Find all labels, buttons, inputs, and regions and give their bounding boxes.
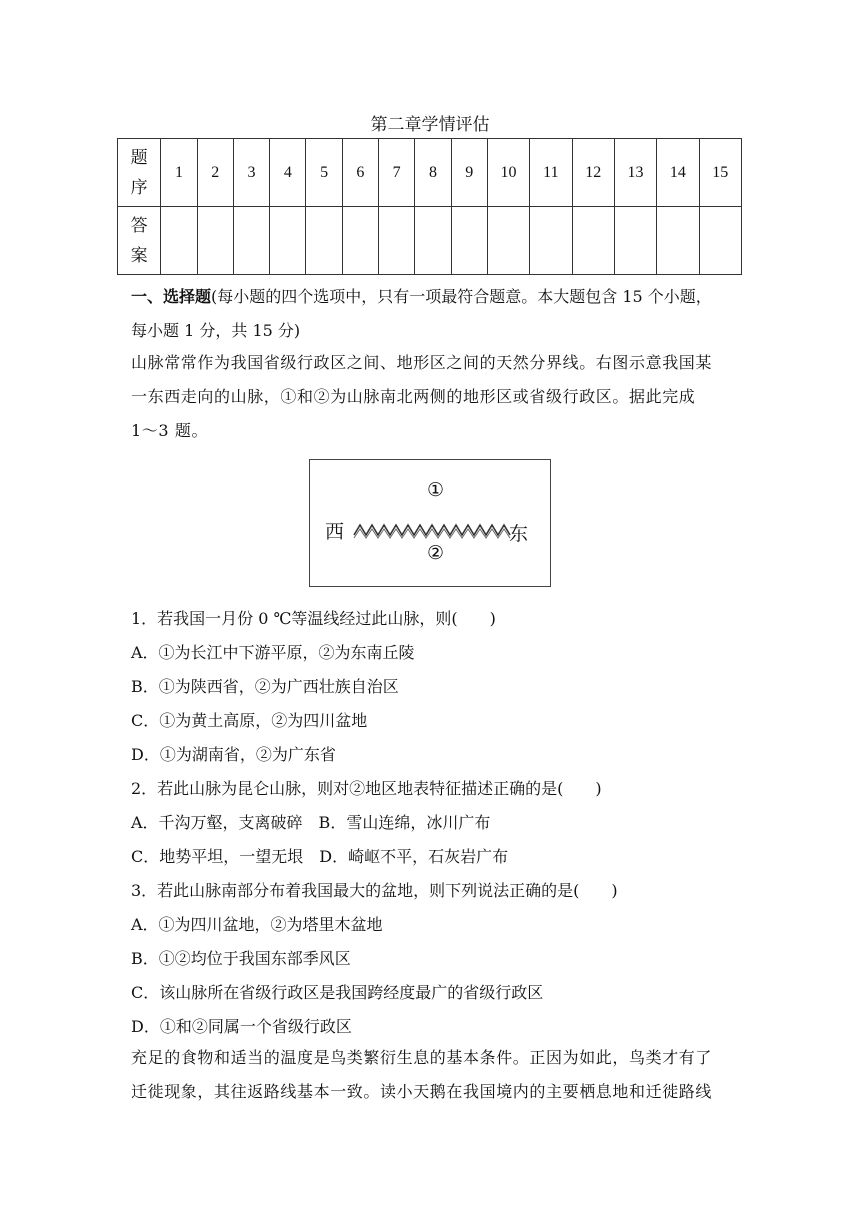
question-number-cell: 3: [233, 139, 269, 207]
question-number-cell: 13: [614, 139, 656, 207]
question-number-cell: 5: [306, 139, 342, 207]
label-region-2: ②: [427, 542, 445, 564]
question-number-cell: 10: [487, 139, 529, 207]
questions: [131, 602, 731, 1044]
passage-line: 山脉常常作为我国省级行政区之间、地形区之间的天然分界线。右图示意我国某: [131, 353, 713, 372]
question-stem: 3．若此山脉南部分布着我国最大的盆地，则下列说法正确的是( ): [131, 881, 618, 900]
answer-cell[interactable]: [197, 207, 233, 275]
answer-option[interactable]: B．①为陕西省，②为广西壮族自治区: [131, 677, 399, 696]
answer-cell[interactable]: [572, 207, 614, 275]
question-number-cell: 14: [657, 139, 699, 207]
question-number-cell: 7: [379, 139, 415, 207]
mountain-diagram: [309, 459, 551, 587]
answer-cell[interactable]: [270, 207, 306, 275]
question-number-cell: 2: [197, 139, 233, 207]
passage-line: 迁徙现象，其往返路线基本一致。读小天鹅在我国境内的主要栖息地和迁徙路线: [131, 1082, 713, 1101]
question-stem: 2．若此山脉为昆仑山脉，则对②地区地表特征描述正确的是( ): [131, 779, 602, 798]
answer-cell[interactable]: [379, 207, 415, 275]
label-region-1: ①: [427, 479, 445, 501]
answer-option[interactable]: A．千沟万壑，支离破碎 B．雪山连绵，冰川广布: [131, 813, 491, 832]
question-number-cell: 6: [342, 139, 378, 207]
answer-cell[interactable]: [342, 207, 378, 275]
answer-option[interactable]: C．该山脉所在省级行政区是我国跨经度最广的省级行政区: [131, 983, 544, 1002]
answer-option[interactable]: A．①为长江中下游平原，②为东南丘陵: [131, 643, 415, 662]
answer-row: [118, 207, 742, 275]
answer-cell[interactable]: [306, 207, 342, 275]
question-number-cell: 12: [572, 139, 614, 207]
answer-option[interactable]: C．地势平坦，一望无垠 D．崎岖不平，石灰岩广布: [131, 847, 509, 866]
page-title: 第二章学情评估: [370, 115, 490, 135]
section-instruction: (每小题的四个选项中，只有一项最符合题意。本大题包含 15 个小题，: [211, 287, 712, 306]
section-heading-line: [131, 280, 731, 314]
answer-cell[interactable]: [415, 207, 451, 275]
section-heading: 一、选择题: [131, 287, 212, 306]
question-number-cell: 9: [451, 139, 487, 207]
answer-cell[interactable]: [487, 207, 529, 275]
question-number-cell: 15: [699, 139, 741, 207]
answer-cell[interactable]: [530, 207, 572, 275]
passage-line: 充足的食物和适当的温度是鸟类繁衍生息的基本条件。正因为如此，鸟类才有了: [131, 1048, 713, 1067]
passage-two: [131, 1041, 731, 1109]
answer-cell[interactable]: [451, 207, 487, 275]
answer-cell[interactable]: [657, 207, 699, 275]
passage-line: 1～3 题。: [131, 421, 209, 440]
label-east: 东: [509, 523, 529, 545]
answer-option[interactable]: A．①为四川盆地，②为塔里木盆地: [131, 915, 383, 934]
question-stem: 1．若我国一月份 0 ℃等温线经过此山脉，则( ): [131, 609, 496, 628]
row-header-question-number: 题 序: [118, 139, 161, 207]
answer-cell[interactable]: [614, 207, 656, 275]
question-number-cell: 4: [270, 139, 306, 207]
passage-one: [131, 346, 731, 448]
section-instruction-cont: 每小题 1 分，共 15 分): [131, 321, 301, 340]
question-number-row: [118, 139, 742, 207]
answer-cell[interactable]: [233, 207, 269, 275]
answer-table: [117, 138, 742, 275]
mountain-range-symbol: [352, 520, 512, 540]
question-number-cell: 1: [161, 139, 197, 207]
label-west: 西: [325, 521, 345, 543]
answer-option[interactable]: D．①和②同属一个省级行政区: [131, 1017, 352, 1036]
section-one: [131, 280, 731, 348]
answer-option[interactable]: D．①为湖南省，②为广东省: [131, 745, 336, 764]
passage-line: 一东西走向的山脉，①和②为山脉南北两侧的地形区或省级行政区。据此完成: [131, 387, 696, 406]
answer-cell[interactable]: [699, 207, 741, 275]
answer-option[interactable]: C．①为黄土高原，②为四川盆地: [131, 711, 368, 730]
question-number-cell: 11: [530, 139, 572, 207]
question-number-cell: 8: [415, 139, 451, 207]
answer-option[interactable]: B．①②均位于我国东部季风区: [131, 949, 351, 968]
answer-cell[interactable]: [161, 207, 197, 275]
row-header-answer: 答 案: [118, 207, 161, 275]
